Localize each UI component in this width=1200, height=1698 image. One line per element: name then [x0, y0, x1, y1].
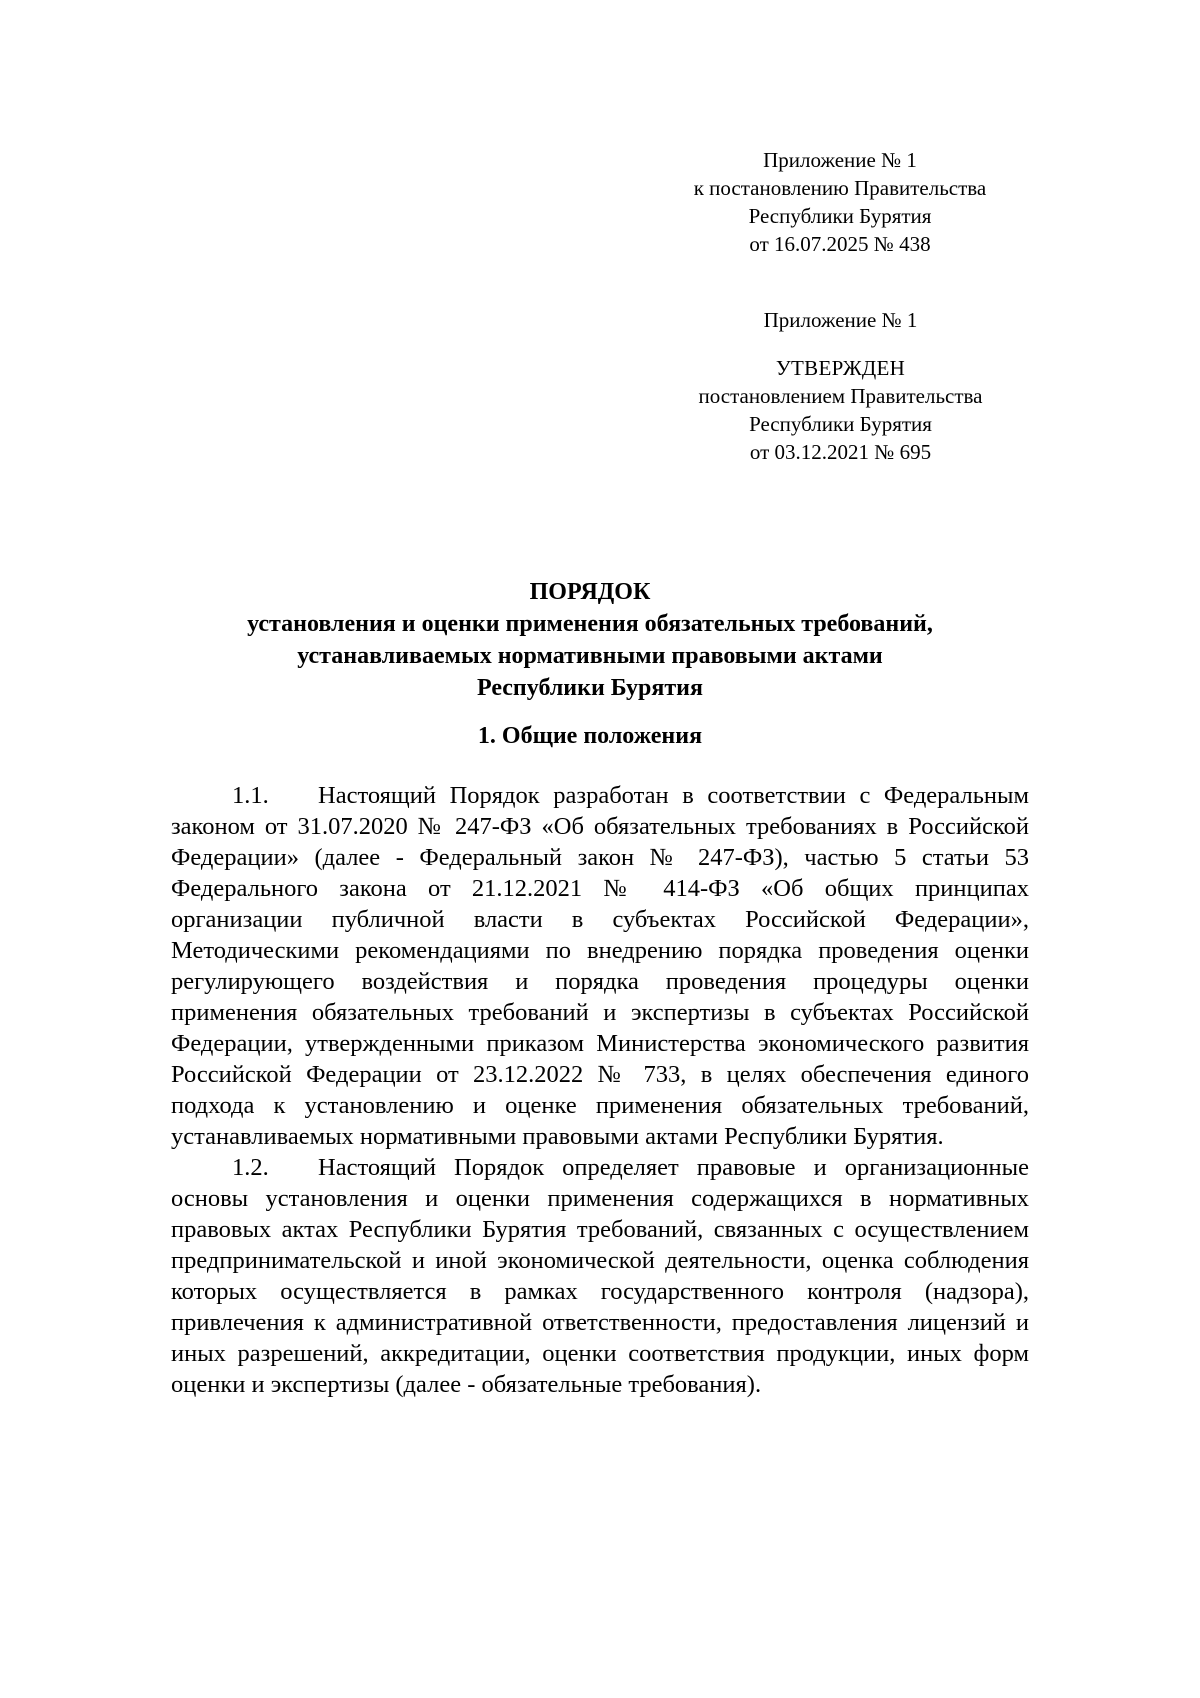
approved-stamp-text: УТВЕРЖДЕН [775, 356, 906, 380]
attachment-header-original [688, 306, 993, 466]
document-title-line: устанавливаемых нормативными правовыми актами [297, 643, 883, 669]
attachment-label: Приложение № 1 [763, 148, 917, 172]
paragraph [171, 1152, 1029, 1400]
paragraph [171, 780, 1029, 1152]
document-title [160, 576, 1020, 704]
approved-region: Республики Бурятия [749, 412, 932, 436]
attachment-date-number: от 16.07.2025 № 438 [749, 232, 931, 256]
document-title-heading: ПОРЯДОК [529, 579, 651, 605]
attachment-reference: к постановлению Правительства [693, 176, 987, 200]
attachment-region: Республики Бурятия [748, 204, 932, 228]
approved-date-number: от 03.12.2021 № 695 [749, 440, 932, 464]
paragraph-text: Настоящий Порядок разработан в соответствии с Федеральным законом от 31.07.2020 № 247-ФЗ «Об обязательных требованиях в Российской Федерации» (далее - Федеральный закон № 247-ФЗ), частью 5 статьи 53 Федерального закона от 21.12.2021 № 414-ФЗ «Об общих принципах организации публичной власти в субъектах Российской Федерации», Методическими рекомендациями по внедрению порядка проведения оценки регулирующего воздействия и порядка проведения процедуры оценки применения обязательных требований и экспертизы в субъектах Российской Федерации, утвержденными приказом Министерства экономического развития Российской Федерации от 23.12.2022 № 733, в целях обеспечения единого подхода к установлению и оценке применения обязательных требований, устанавливаемых нормативными правовыми актами Республики Бурятия. [171, 782, 1029, 1150]
section-heading: 1. Общие положения [477, 723, 703, 749]
approved-by-reference: постановлением Правительства [698, 384, 983, 408]
paragraph-number: 1.1. [232, 782, 269, 809]
paragraph-text: Настоящий Порядок определяет правовые и организационные основы установления и оценки применения содержащихся в нормативных правовых актах Республики Бурятия требований, связанных с осуществлением предпринимательской и иной экономической деятельности, оценка соблюдения которых осуществляется в рамках государственного контроля (надзора), привлечения к административной ответственности, предоставления лицензий и иных разрешений, аккредитации, оценки соответствия продукции, иных форм оценки и экспертизы (далее - обязательные требования). [171, 1154, 1029, 1398]
attachment-label: Приложение № 1 [763, 308, 918, 332]
paragraph-number: 1.2. [232, 1154, 269, 1181]
document-title-line: Республики Бурятия [476, 675, 703, 701]
document-body [171, 780, 1029, 1400]
attachment-header-current [690, 146, 990, 258]
document-title-line: установления и оценки применения обязательных требований, [247, 611, 933, 637]
